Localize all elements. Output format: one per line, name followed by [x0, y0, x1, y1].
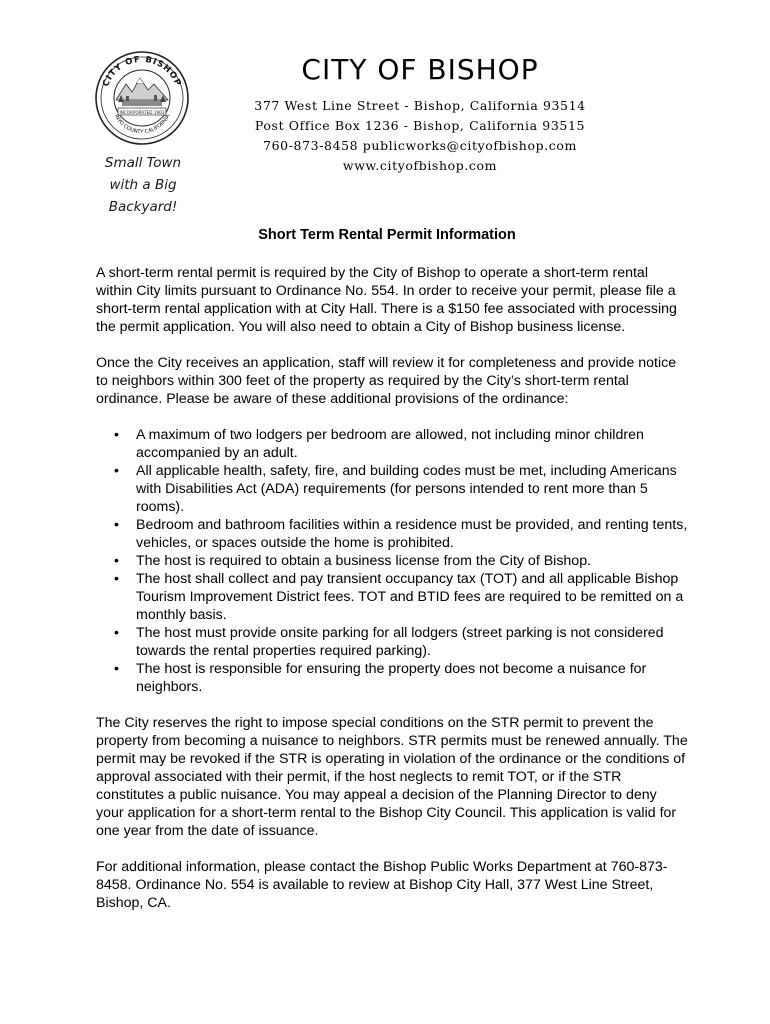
list-item: • The host shall collect and pay transient occupancy tax (TOT) and all applicable Bishop Tourism Improvement District fees. TOT and BTID fees are required to be remitted on a monthly basis.	[114, 571, 684, 623]
document-heading: Short Term Rental Permit Information	[258, 227, 516, 243]
review-paragraph: Once the City receives an application, staff will review it for completeness and provide notice to neighbors within 300 feet of the property as required by the City’s short-term rental ordinance. Please be aware of these additional provisions of the ordinance:	[96, 355, 677, 407]
document-body	[96, 264, 688, 930]
bullet-icon: •	[114, 571, 119, 587]
street-address: 377 West Line Street - Bishop, California 93514	[254, 98, 586, 113]
seal-bottom-text: INYO COUNTY CALIFORNIA	[112, 113, 172, 136]
list-item: • Bedroom and bathroom facilities within a residence must be provided, and renting tents, vehicles, or spaces outside the home is prohibited.	[114, 517, 688, 551]
city-title: CITY OF BISHOP	[301, 53, 539, 86]
conditions-paragraph: The City reserves the right to impose special conditions on the STR permit to prevent the property from becoming a nuisance to neighbors. STR permits must be renewed annually. The permit may be revoked if the STR is operating in violation of the ordinance or the conditions of approval associated with their permit, if the host neglects to remit TOT, or if the STR constitutes a public nuisance. You may appeal a decision of the Planning Director to deny your application for a short-term rental to the Bishop City Council. This application is valid for one year from the date of issuance.	[96, 715, 688, 839]
website-link[interactable]: www.cityofbishop.com	[342, 158, 498, 173]
list-item: • The host is required to obtain a business license from the City of Bishop.	[114, 553, 592, 569]
po-box-address: Post Office Box 1236 - Bishop, California 93515	[254, 118, 586, 133]
tagline-line-3: Backyard!	[108, 199, 178, 215]
bullet-icon: •	[114, 427, 119, 443]
city-tagline	[90, 152, 196, 218]
list-item: • All applicable health, safety, fire, and building codes must be met, including Americans with Disabilities Act (ADA) requirements (for persons intended to rent more than 5 rooms).	[114, 463, 677, 515]
bullet-icon: •	[114, 517, 119, 533]
list-item: • The host is responsible for ensuring the property does not become a nuisance for neighbors.	[114, 661, 647, 695]
seal-top-text: CITY OF BISHOP	[101, 54, 183, 89]
list-item: • The host must provide onsite parking for all lodgers (street parking is not considered towards the rental properties required parking).	[114, 625, 664, 659]
tagline-line-2: with a Big	[109, 177, 177, 193]
bullet-icon: •	[114, 553, 119, 569]
bullet-icon: •	[114, 463, 119, 479]
contact-paragraph: For additional information, please contact the Bishop Public Works Department at 760-873-8458. Ordinance No. 554 is available to review at Bishop City Hall, 377 West Line Street, Bishop, CA.	[96, 859, 668, 911]
city-seal-logo	[92, 44, 192, 150]
city-seal-icon	[92, 44, 192, 150]
seal-banner-text: INCORPORATED 1903	[119, 109, 165, 115]
phone-email: 760-873-8458 publicworks@cityofbishop.com	[263, 138, 577, 153]
provisions-list	[96, 426, 688, 696]
intro-paragraph: A short-term rental permit is required by the City of Bishop to operate a short-term rental within City limits pursuant to Ordinance No. 554. In order to receive your permit, please file a short-term rental application with at City Hall. There is a $150 fee associated with processing the permit application. You will also need to obtain a City of Bishop business license.	[96, 265, 677, 335]
contact-block	[200, 96, 640, 176]
list-item: • A maximum of two lodgers per bedroom are allowed, not including minor children accompanied by an adult.	[114, 427, 644, 461]
tagline-line-1: Small Town	[104, 155, 182, 171]
bullet-icon: •	[114, 661, 119, 677]
bullet-icon: •	[114, 625, 119, 641]
